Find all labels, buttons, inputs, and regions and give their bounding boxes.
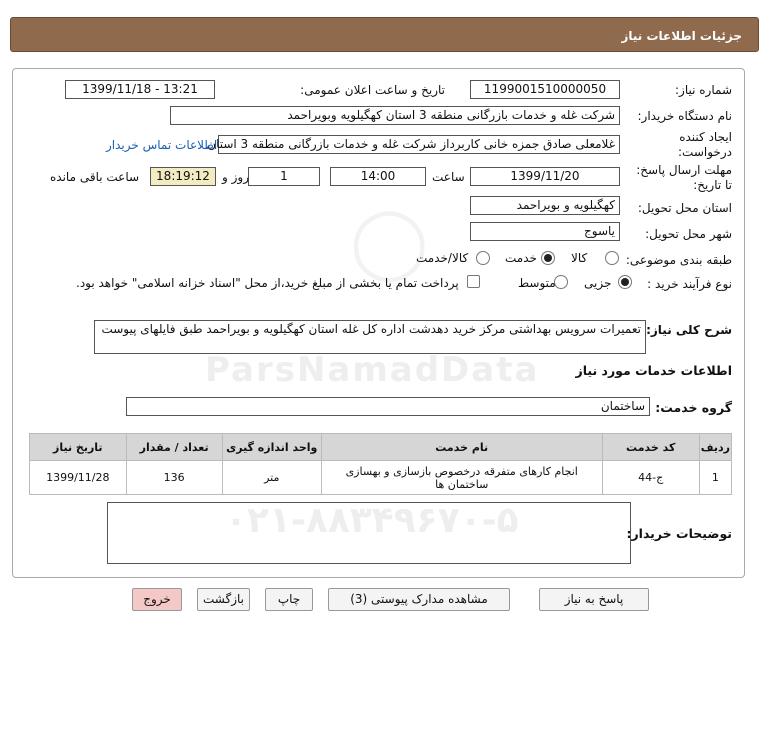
delivery-city-label: شهر محل تحویل: [645,227,732,241]
buyer-notes-field [107,502,631,564]
services-section-title: اطلاعات خدمات مورد نیاز [575,363,732,378]
category-label: طبقه بندی موضوعی: [625,253,732,267]
requester-label-1: ایجاد کننده [679,130,732,144]
delivery-city-field: یاسوج [470,222,620,241]
service-group-field: ساختمان [126,397,650,416]
buyer-contact-link[interactable]: اطلاعات تماس خریدار [106,138,218,152]
cell-need-date: 1399/11/28 [30,461,127,495]
requester-field: غلامعلی صادق جمزه خانی کاربرداز شرکت غله و خدمات بازرگانی منطقه 3 استان [218,135,620,154]
col-unit: واحد اندازه گیری [222,434,321,461]
col-need-date: تاریخ نیاز [30,434,127,461]
process-minor-radio[interactable] [618,275,632,289]
cell-service-code: ج-44 [602,461,699,495]
category-service-label: خدمت [505,251,537,265]
category-goods-label: کالا [571,251,588,265]
deadline-time-field: 14:00 [330,167,426,186]
table-row [30,461,732,495]
need-number-field: 1199001510000050 [470,80,620,99]
category-goods-radio[interactable] [605,251,619,265]
treasury-payment-note: پرداخت تمام یا بخشی از مبلغ خرید،از محل "اسناد خزانه اسلامی" خواهد بود. [76,276,459,290]
announce-datetime-label: تاریخ و ساعت اعلان عمومی: [300,83,445,97]
services-table-header [30,434,732,461]
process-medium-label: متوسط [518,276,556,290]
buyer-org-label: نام دستگاه خریدار: [637,109,732,123]
exit-button[interactable]: خروج [132,588,182,611]
col-service-name: نام خدمت [321,434,602,461]
print-button[interactable]: چاپ [265,588,313,611]
buyer-notes-label: توضیحات خریدار: [626,526,732,541]
general-description-label: شرح کلی نیاز: [646,323,732,337]
page-title-bar [10,17,759,52]
category-goods-service-label: کالا/خدمت [416,251,469,265]
buyer-org-field: شرکت غله و خدمات بازرگانی منطقه 3 استان کهگیلویه وبویراحمد [170,106,620,125]
need-number-label: شماره نیاز: [675,83,732,97]
delivery-province-label: استان محل تحویل: [637,201,732,215]
process-medium-radio[interactable] [554,275,568,289]
deadline-label-1: مهلت ارسال پاسخ: [636,163,732,177]
page-title: جزئیات اطلاعات نیاز [621,29,742,43]
cell-service-name: انجام کارهای متفرقه درخصوص بازسازی و بهسازی ساختمان ها [321,461,602,495]
category-service-radio[interactable] [541,251,555,265]
cell-row-number: 1 [699,461,731,495]
back-button[interactable]: بازگشت [197,588,250,611]
services-table [29,433,732,495]
col-quantity: تعداد / مقدار [126,434,222,461]
delivery-province-field: کهگیلویه و بویراحمد [470,196,620,215]
process-minor-label: جزیی [584,276,612,290]
remaining-days-field: 1 [248,167,320,186]
cell-quantity: 136 [126,461,222,495]
deadline-time-label: ساعت [432,170,465,184]
col-row-number: ردیف [699,434,731,461]
general-description-field: تعمیرات سرویس بهداشتی مرکز خرید دهدشت اداره کل غله استان کهگیلویه و بویراحمد طبق فایلهای پیوست [94,320,646,354]
purchase-process-label: نوع فرآیند خرید : [647,277,732,291]
category-goods-service-radio[interactable] [476,251,490,265]
treasury-payment-checkbox[interactable] [467,275,480,288]
requester-label-2: درخواست: [678,145,732,159]
remaining-time-field: 18:19:12 [150,167,216,186]
service-group-label: گروه خدمت: [655,400,732,415]
announce-datetime-field: 1399/11/18 - 13:21 [65,80,215,99]
col-service-code: کد خدمت [602,434,699,461]
cell-unit: متر [222,461,321,495]
view-attachments-button[interactable]: مشاهده مدارک پیوستی (3) [328,588,510,611]
remaining-time-label: ساعت باقی مانده [50,170,140,184]
remaining-days-label: روز و [222,170,249,184]
deadline-date-field: 1399/11/20 [470,167,620,186]
deadline-label-2: تا تاریخ: [693,178,732,192]
reply-button[interactable]: پاسخ به نیاز [539,588,649,611]
